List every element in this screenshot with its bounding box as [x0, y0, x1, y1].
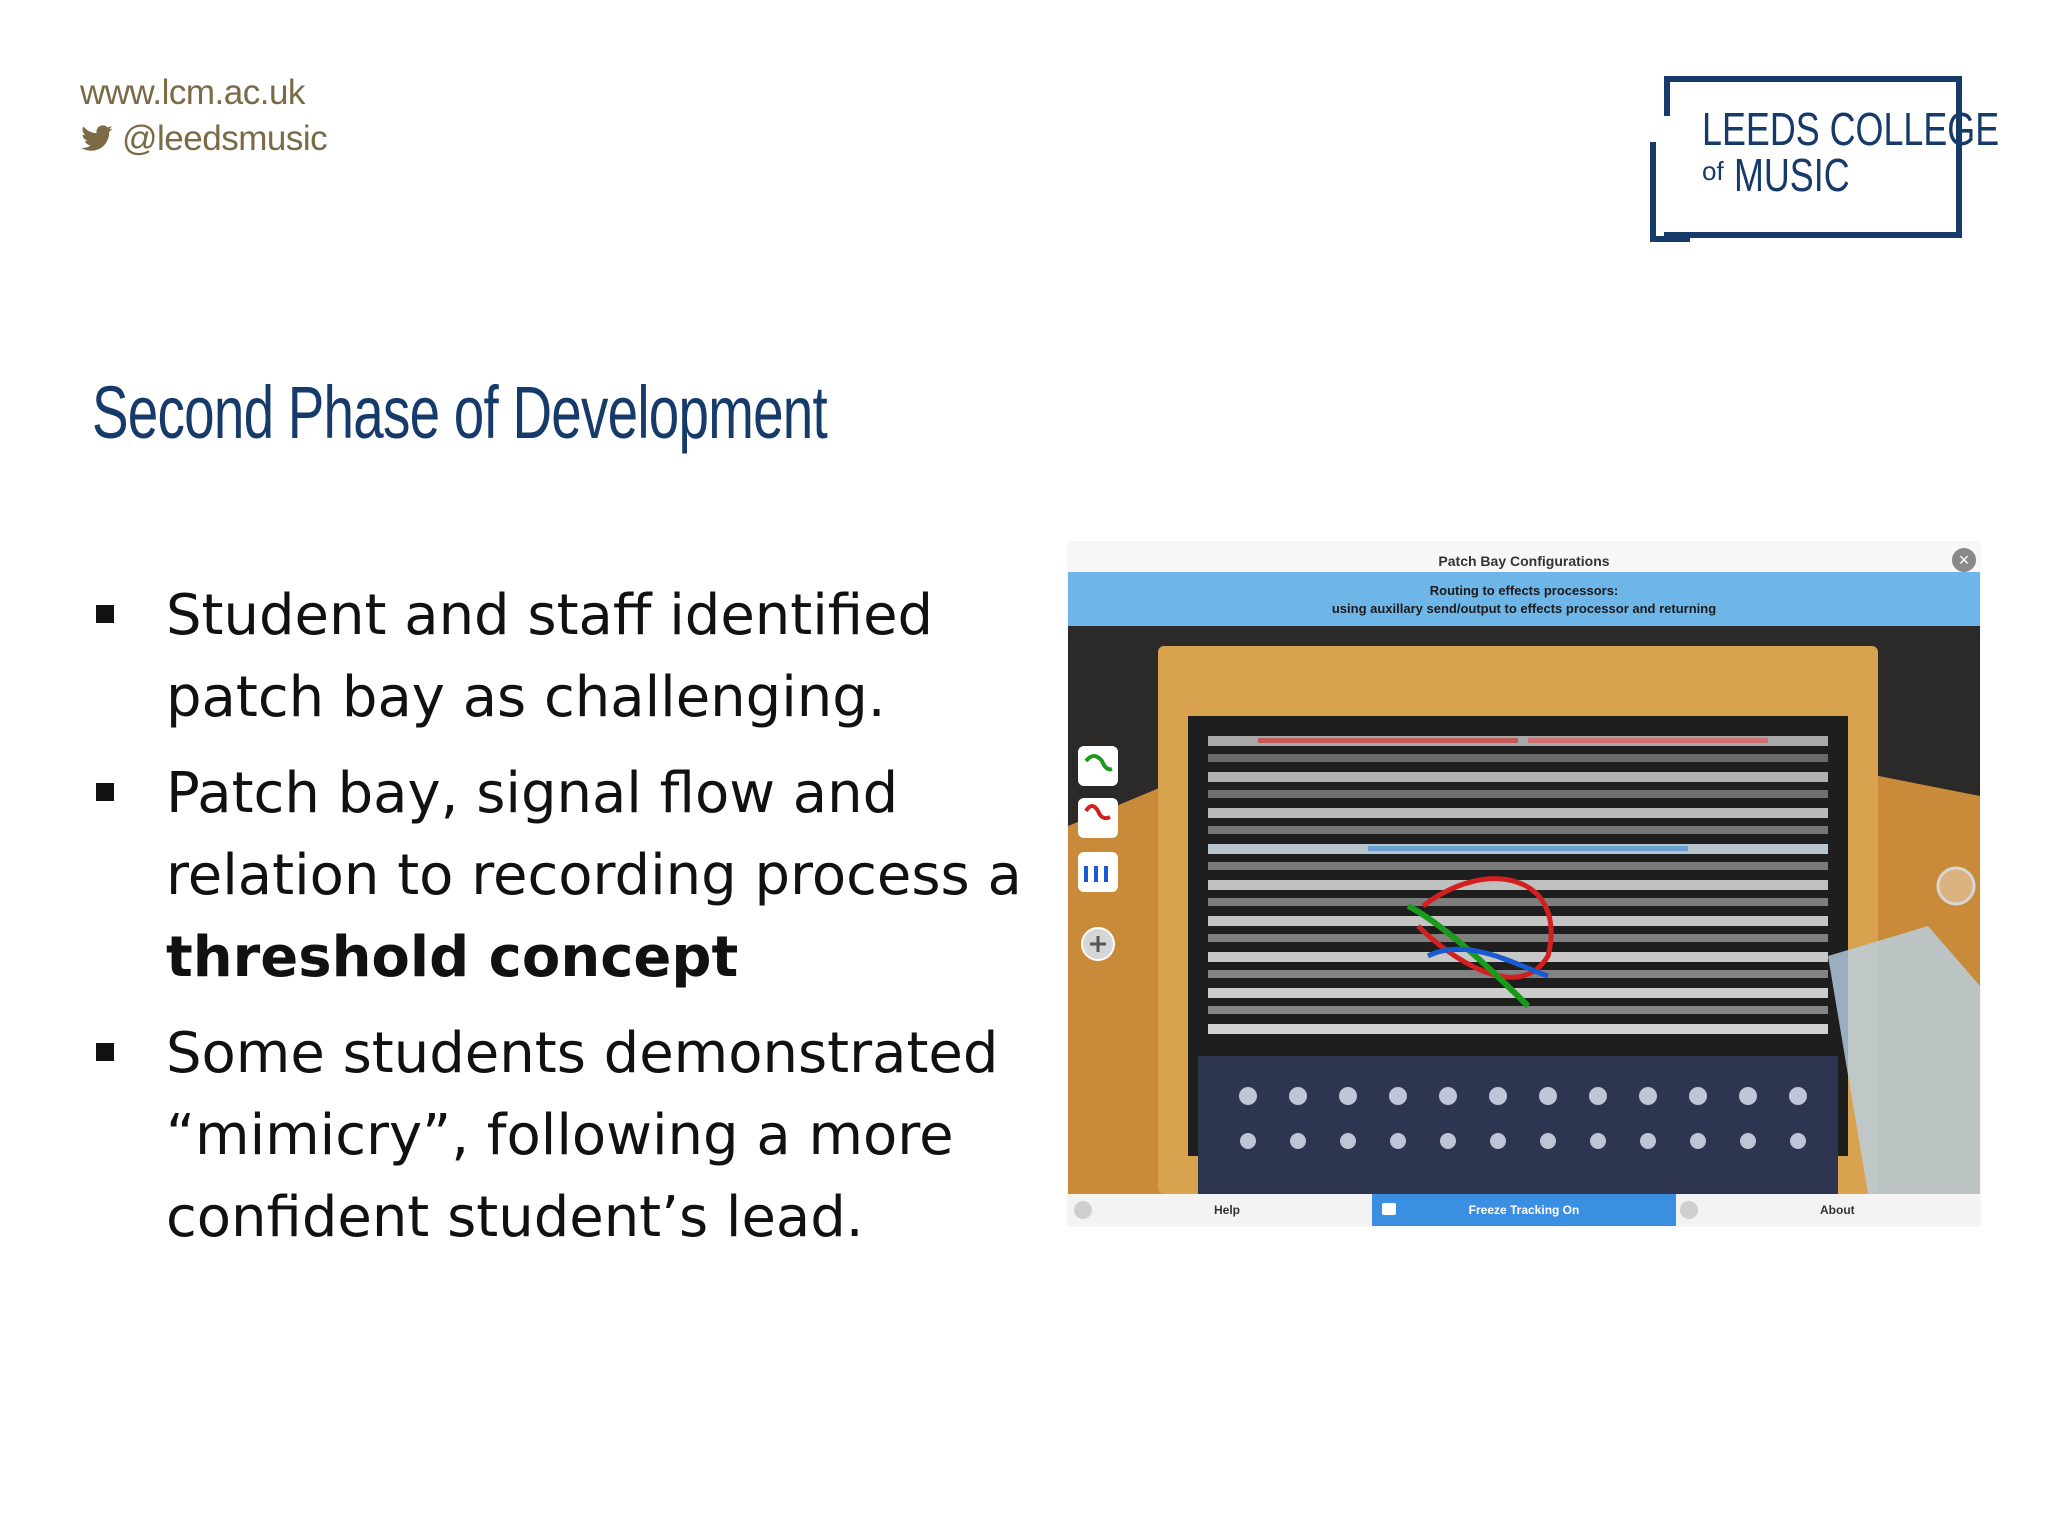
logo-bracket	[1650, 142, 1656, 242]
about-button[interactable]: About	[1820, 1203, 1855, 1217]
user-icon[interactable]	[1680, 1201, 1698, 1219]
app-title: Patch Bay Configurations	[1068, 542, 1980, 572]
site-header	[80, 70, 327, 162]
banner-line-2: using auxillary send/output to effects processor and returning	[1331, 601, 1717, 616]
twitter-row	[80, 116, 327, 162]
bullet-text: Some students demonstrated “mimicry”, following a more confident student’s lead.	[166, 1021, 999, 1250]
red-cable-icon[interactable]	[1078, 798, 1118, 838]
info-icon[interactable]	[1074, 1201, 1092, 1219]
bullet-list	[92, 575, 1032, 1273]
camera-icon	[1382, 1203, 1396, 1215]
patch-bay-app-screenshot	[1068, 542, 1980, 1226]
twitter-handle[interactable]: @leedsmusic	[122, 119, 328, 158]
freeze-tracking-label: Freeze Tracking On	[1468, 1203, 1580, 1217]
app-footer	[1068, 1194, 1980, 1226]
logo-bracket-bottom	[1650, 236, 1690, 242]
camera-view	[1068, 626, 1980, 1194]
help-button[interactable]: Help	[1214, 1203, 1241, 1217]
green-cable-icon[interactable]	[1078, 746, 1118, 786]
website-row	[80, 70, 327, 116]
bullet-item	[92, 575, 1032, 739]
bullet-text: Student and staff identified patch bay as challenging.	[166, 583, 934, 730]
bullet-text: Patch bay, signal flow and relation to recording process a	[166, 761, 1022, 908]
close-icon[interactable]: ×	[1952, 548, 1976, 572]
logo-frame-edge	[1664, 76, 1670, 116]
patch-bay-photo	[1068, 626, 1980, 1194]
website-link[interactable]: www.lcm.ac.uk	[80, 73, 305, 112]
logo-line-2: MUSIC	[1734, 149, 1850, 201]
bullet-bold-text: threshold concept	[166, 925, 739, 990]
logo-line-1: LEEDS COLLEGE	[1702, 103, 2000, 155]
twitter-bird-icon	[80, 124, 114, 154]
instruction-banner	[1068, 572, 1980, 626]
college-logo	[1650, 76, 2000, 244]
freeze-tracking-button[interactable]	[1372, 1194, 1676, 1226]
bullet-item	[92, 1013, 1032, 1259]
banner-line-1: Routing to effects processors:	[1429, 583, 1619, 598]
bullet-item	[92, 753, 1032, 999]
slide-title: Second Phase of Development	[92, 371, 827, 454]
logo-of: of	[1702, 156, 1724, 186]
refresh-icon[interactable]	[1938, 868, 1974, 904]
